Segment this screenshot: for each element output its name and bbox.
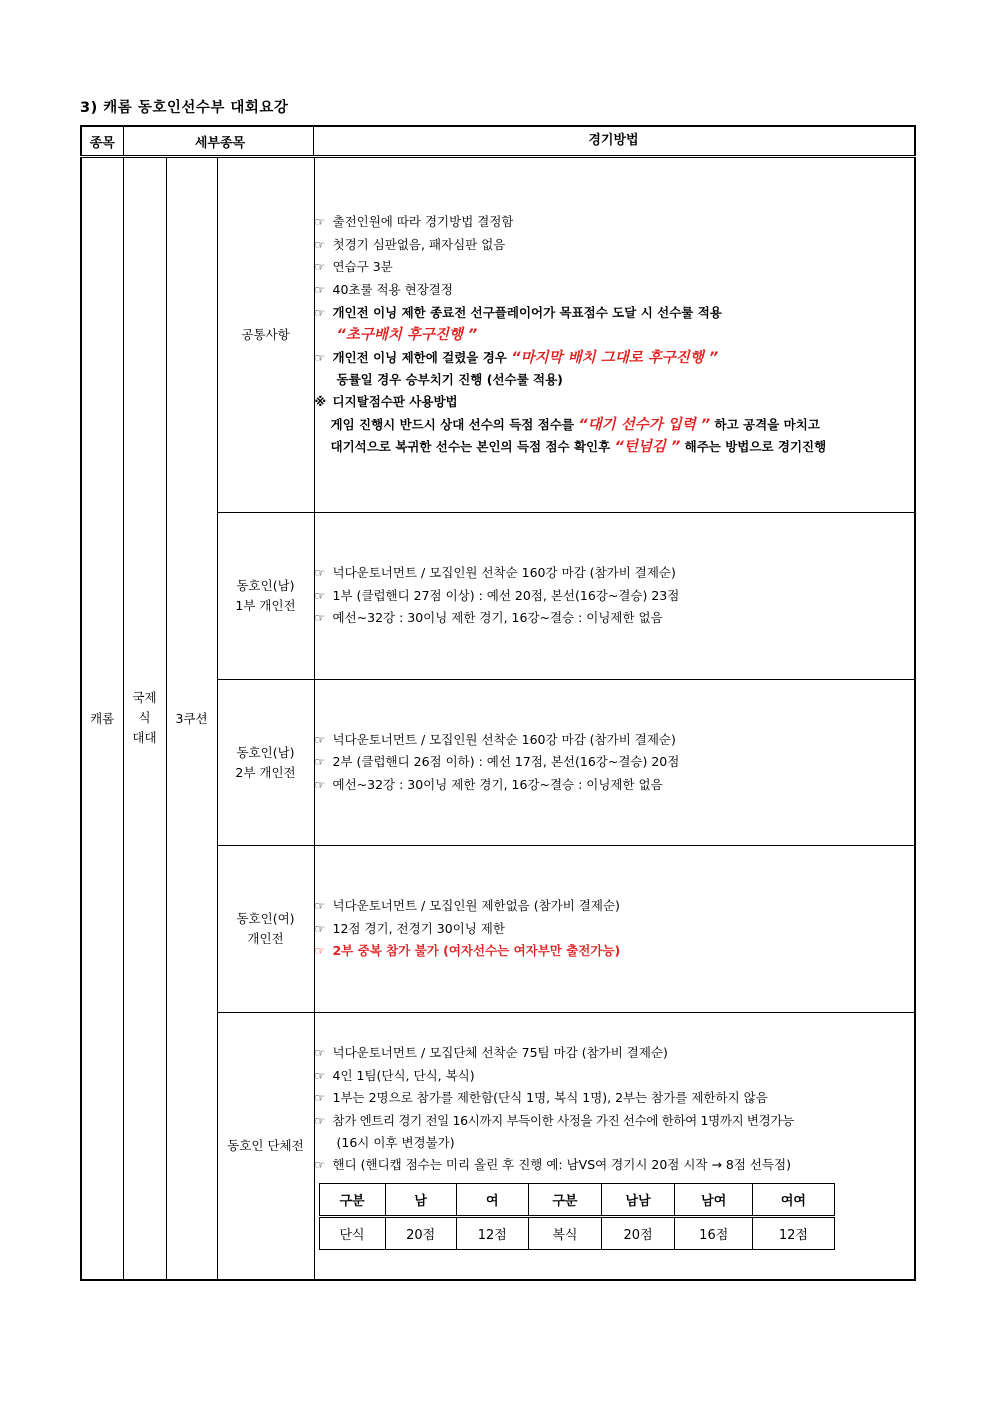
pointing-hand-icon: ☞	[314, 215, 326, 230]
list-item: ☞ 출전인원에 따라 경기방법 결정함	[315, 211, 915, 234]
team-label: 동호인 단체전	[217, 1013, 314, 1280]
list-item: ☞ 12점 경기, 전경기 30이닝 제한	[315, 918, 915, 941]
women-content	[314, 846, 915, 1013]
pointing-hand-icon: ☞	[314, 899, 326, 914]
handicap-header-cell: 구분	[528, 1183, 601, 1216]
list-item: ☞ 넉다운토너먼트 / 모집인원 선착순 160강 마감 (참가비 결제순)	[315, 562, 915, 585]
handicap-header-cell: 여	[456, 1183, 528, 1216]
handicap-cell: 16점	[675, 1216, 753, 1249]
handicap-header-cell: 구분	[319, 1183, 385, 1216]
men2-label: 동호인(남) 2부 개인전	[217, 680, 314, 846]
common-label: 공통사항	[217, 157, 314, 513]
header-method: 경기방법	[588, 133, 639, 148]
list-item: ☞ 첫경기 심판없음, 패자심판 없음	[315, 234, 915, 257]
header-divider	[313, 127, 314, 155]
list-item-continuation: (16시 이후 변경불가)	[336, 1135, 455, 1151]
pointing-hand-icon: ☞	[314, 755, 326, 770]
list-item: ☞ 개인전 이닝 제한에 걸렸을 경우 “마지막 배치 그대로 후구진행 ”	[315, 347, 915, 370]
handicap-cell: 12점	[456, 1216, 528, 1249]
handicap-cell: 12점	[753, 1216, 834, 1249]
handicap-header-cell: 남여	[675, 1183, 753, 1216]
pointing-hand-icon: ☞	[314, 611, 326, 626]
list-item-continuation: 동률일 경우 승부치기 진행 (선수룰 적용)	[336, 372, 563, 388]
list-item: ☞ 넉다운토너먼트 / 모집단체 선착순 75팀 마감 (참가비 결제순)	[315, 1042, 915, 1065]
pointing-hand-icon: ☞	[314, 237, 326, 252]
pointing-hand-icon: ☞	[314, 1113, 325, 1128]
list-item: ☞ 참가 엔트리 경기 전일 16시까지 부득이한 사정을 가진 선수에 한하여 1명까지 변경가능	[315, 1110, 915, 1133]
women-label: 동호인(여) 개인전	[217, 846, 314, 1013]
list-item: ☞ 예선~32강 : 30이닝 제한 경기, 16강~결승 : 이닝제한 없음	[315, 774, 915, 797]
handicap-table	[319, 1183, 835, 1250]
pointing-hand-icon: ☞	[314, 350, 326, 365]
common-content	[314, 157, 915, 513]
pointing-hand-icon: ☞	[314, 305, 326, 320]
note-title: ※ 디지탈점수판 사용방법	[315, 391, 915, 414]
list-item: ☞ 예선~32강 : 30이닝 제한 경기, 16강~결승 : 이닝제한 없음	[315, 607, 915, 630]
pointing-hand-icon: ☞	[314, 777, 326, 792]
pointing-hand-icon: ☞	[314, 1045, 326, 1060]
pointing-hand-icon: ☞	[314, 283, 326, 298]
header-sub-event: 세부종목	[123, 126, 915, 157]
pointing-hand-icon: ☞	[314, 566, 326, 581]
list-item: ☞ 40초룰 적용 현장결정	[315, 279, 915, 302]
handicap-cell: 20점	[385, 1216, 456, 1249]
reference-mark-icon: ※	[314, 394, 327, 409]
list-item: ☞ 핸디 (핸디캡 점수는 미리 올린 후 진행 예: 남VS여 경기시 20점 시작 → 8점 선득점)	[315, 1154, 915, 1177]
handicap-value-row	[319, 1216, 834, 1249]
team-content	[314, 1013, 915, 1280]
list-item: ☞ 넉다운토너먼트 / 모집인원 제한없음 (참가비 결제순)	[315, 895, 915, 918]
handicap-header-cell: 남	[385, 1183, 456, 1216]
note-line: 대기석으로 복귀한 선수는 본인의 득점 점수 확인후 “턴넘김 ” 해주는 방법으로 경기진행	[330, 439, 827, 456]
list-item-continuation: “초구배치 후구진행 ”	[336, 327, 478, 344]
list-item: ☞ 4인 1팀(단식, 단식, 복식)	[315, 1065, 915, 1088]
pointing-hand-icon: ☞	[314, 944, 326, 959]
handicap-header-row	[319, 1183, 834, 1216]
note-line: 게임 진행시 반드시 상대 선수의 득점 점수를 “대기 선수가 입력 ” 하고 공격을 마치고	[330, 416, 820, 433]
handicap-cell: 20점	[602, 1216, 675, 1249]
men1-content	[314, 513, 915, 680]
pointing-hand-icon: ☞	[314, 1091, 326, 1106]
men2-content	[314, 680, 915, 846]
handicap-header-cell: 여여	[753, 1183, 834, 1216]
rules-table	[80, 125, 916, 1281]
row-common	[81, 157, 915, 513]
discipline-cell: 국제 식 대대	[123, 157, 166, 1280]
list-item: ☞ 넉다운토너먼트 / 모집인원 선착순 160강 마감 (참가비 결제순)	[315, 729, 915, 752]
list-item: ☞ 1부는 2명으로 참가를 제한함(단식 1명, 복식 1명), 2부는 참가를 제한하지 않음	[315, 1087, 915, 1110]
section-title: 3) 캐롬 동호인선수부 대회요강	[80, 100, 289, 116]
handicap-cell: 단식	[319, 1216, 385, 1249]
pointing-hand-icon: ☞	[314, 1068, 326, 1083]
pointing-hand-icon: ☞	[314, 732, 326, 747]
list-item: ☞ 2부 (클럽핸디 26점 이하) : 예선 17점, 본선(16강~결승) 20점	[315, 751, 915, 774]
pointing-hand-icon: ☞	[314, 921, 326, 936]
list-item-warning: ☞ 2부 중복 참가 불가 (여자선수는 여자부만 출전가능)	[315, 940, 915, 963]
handicap-cell: 복식	[528, 1216, 601, 1249]
pointing-hand-icon: ☞	[314, 588, 326, 603]
list-item: ☞ 1부 (클럽핸디 27점 이상) : 예선 20점, 본선(16강~결승) 23점	[315, 585, 915, 608]
pointing-hand-icon: ☞	[314, 1157, 326, 1172]
men1-label: 동호인(남) 1부 개인전	[217, 513, 314, 680]
pointing-hand-icon: ☞	[314, 260, 326, 275]
category-cell: 캐롬	[81, 157, 123, 1280]
cushion-cell: 3쿠션	[166, 157, 217, 1280]
list-item: ☞ 연습구 3분	[315, 256, 915, 279]
list-item: ☞ 개인전 이닝 제한 종료전 선구플레이어가 목표점수 도달 시 선수룰 적용	[315, 302, 915, 325]
header-category: 종목	[81, 126, 123, 157]
handicap-header-cell: 남남	[602, 1183, 675, 1216]
